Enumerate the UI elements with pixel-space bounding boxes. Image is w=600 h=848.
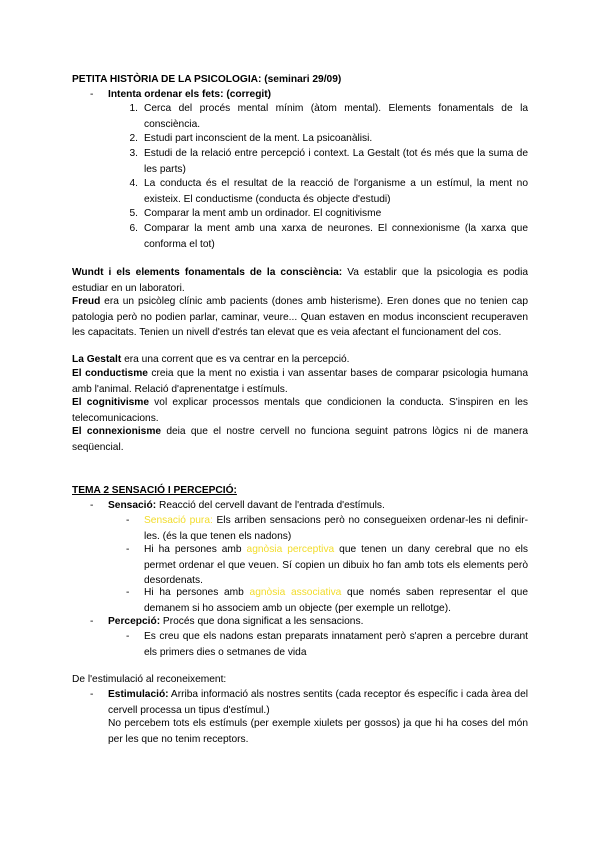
- paragraph-cognitivisme: El cognitivisme vol explicar processos mentals que condicionen la conducta. S'inspiren en les telecomunicacions.: [72, 397, 528, 424]
- estimulacio-item-continued: No percebem tots els estímuls (per exemple xiulets per gossos) ja que hi ha coses del món per les que no tenim receptors.: [108, 718, 528, 745]
- list-item: 3. Estudi de la relació entre percepció i context. La Gestalt (tot és més que la suma de les parts): [129, 148, 528, 175]
- bullet-dash: -: [126, 515, 130, 526]
- list-item: 2. Estudi part inconscient de la ment. La psicoanàlisi.: [129, 133, 373, 144]
- bullet-dash: -: [126, 631, 130, 642]
- agnosia-perceptiva-item: Hi ha persones amb agnòsia perceptiva que tenen un dany cerebral que no els permet ordenar el que veuen. Sí copien un dibuix ho fan amb tots els elements però desordenats.: [144, 544, 528, 587]
- section-heading-tema2: TEMA 2 SENSACIÓ I PERCEPCIÓ:: [72, 485, 237, 496]
- bullet-dash: -: [126, 544, 130, 555]
- percepcio-definition: Percepció: Procés que dona significat a les sensacions.: [108, 616, 364, 627]
- list-item: 5. Comparar la ment amb un ordinador. El cognitivisme: [129, 208, 382, 219]
- sensacio-definition: Sensació: Reacció del cervell davant de l'entrada d'estímuls.: [108, 500, 385, 511]
- list-item: 6. Comparar la ment amb una xarxa de neurones. El connexionisme (la xarxa que conforma el tot): [129, 223, 528, 250]
- paragraph-gestalt: La Gestalt era una corrent que es va centrar en la percepció.: [72, 354, 350, 365]
- paragraph-freud: Freud era un psicòleg clínic amb pacients (dones amb histerisme). Eren dones que no tenien cap patologia però no podien parlar, caminar, veure... Quan estaven en modus inconscient recuperaven les capacitats. Tenien un nivell d'estrés tan elevat que es veia afectant el funcionament del cos.: [72, 296, 528, 339]
- percepcio-sub-item: Es creu que els nadons estan preparats innatament però s'apren a percebre durant els primers dies o setmanes de vida: [144, 631, 528, 658]
- paragraph-conductisme: El conductisme creia que la ment no existia i van assentar bases de comparar psicologia humana amb l'animal. Relació d'aprenentatge i estímuls.: [72, 368, 529, 395]
- bullet-dash: -: [90, 89, 94, 100]
- bullet-dash: -: [90, 500, 94, 511]
- bullet-dash: -: [90, 616, 94, 627]
- estimulacio-item: Estimulació: Arriba informació als nostres sentits (cada receptor és específic i cada àrea del cervell processa un tipus d'estímul.): [108, 689, 528, 716]
- agnosia-associativa-item: Hi ha persones amb agnòsia associativa que només saben representar el que demanem si ho associem amb un objecte (per exemple un rellotge).: [144, 587, 528, 614]
- paragraph-wundt: Wundt i els elements fonamentals de la consciència: Va establir que la psicologia es podia estudiar en un laboratori.: [72, 267, 529, 294]
- list-item: 4. La conducta és el resultat de la reacció de l'organisme a un estímul, la ment no existeix. El conductisme (conducta és objecte d'estudi): [129, 178, 528, 205]
- page-title: PETITA HISTÒRIA DE LA PSICOLOGIA: (seminari 29/09): [72, 74, 342, 85]
- estimulacio-intro: De l'estimulació al reconeixement:: [72, 674, 227, 685]
- list-item: 1. Cerca del procés mental mínim (àtom mental). Elements fonamentals de la consciència.: [129, 103, 528, 130]
- paragraph-connexionisme: El connexionisme deia que el nostre cervell no funciona seguint patrons lògics ni de manera seqüencial.: [72, 426, 528, 453]
- section-subheading: Intenta ordenar els fets: (corregit): [108, 89, 272, 100]
- bullet-dash: -: [90, 689, 94, 700]
- sensacio-pura-item: Sensació pura: Els arriben sensacions però no consegueixen ordenar-les ni definir-les. (és la que tenen els nadons): [144, 515, 529, 542]
- bullet-dash: -: [126, 587, 130, 598]
